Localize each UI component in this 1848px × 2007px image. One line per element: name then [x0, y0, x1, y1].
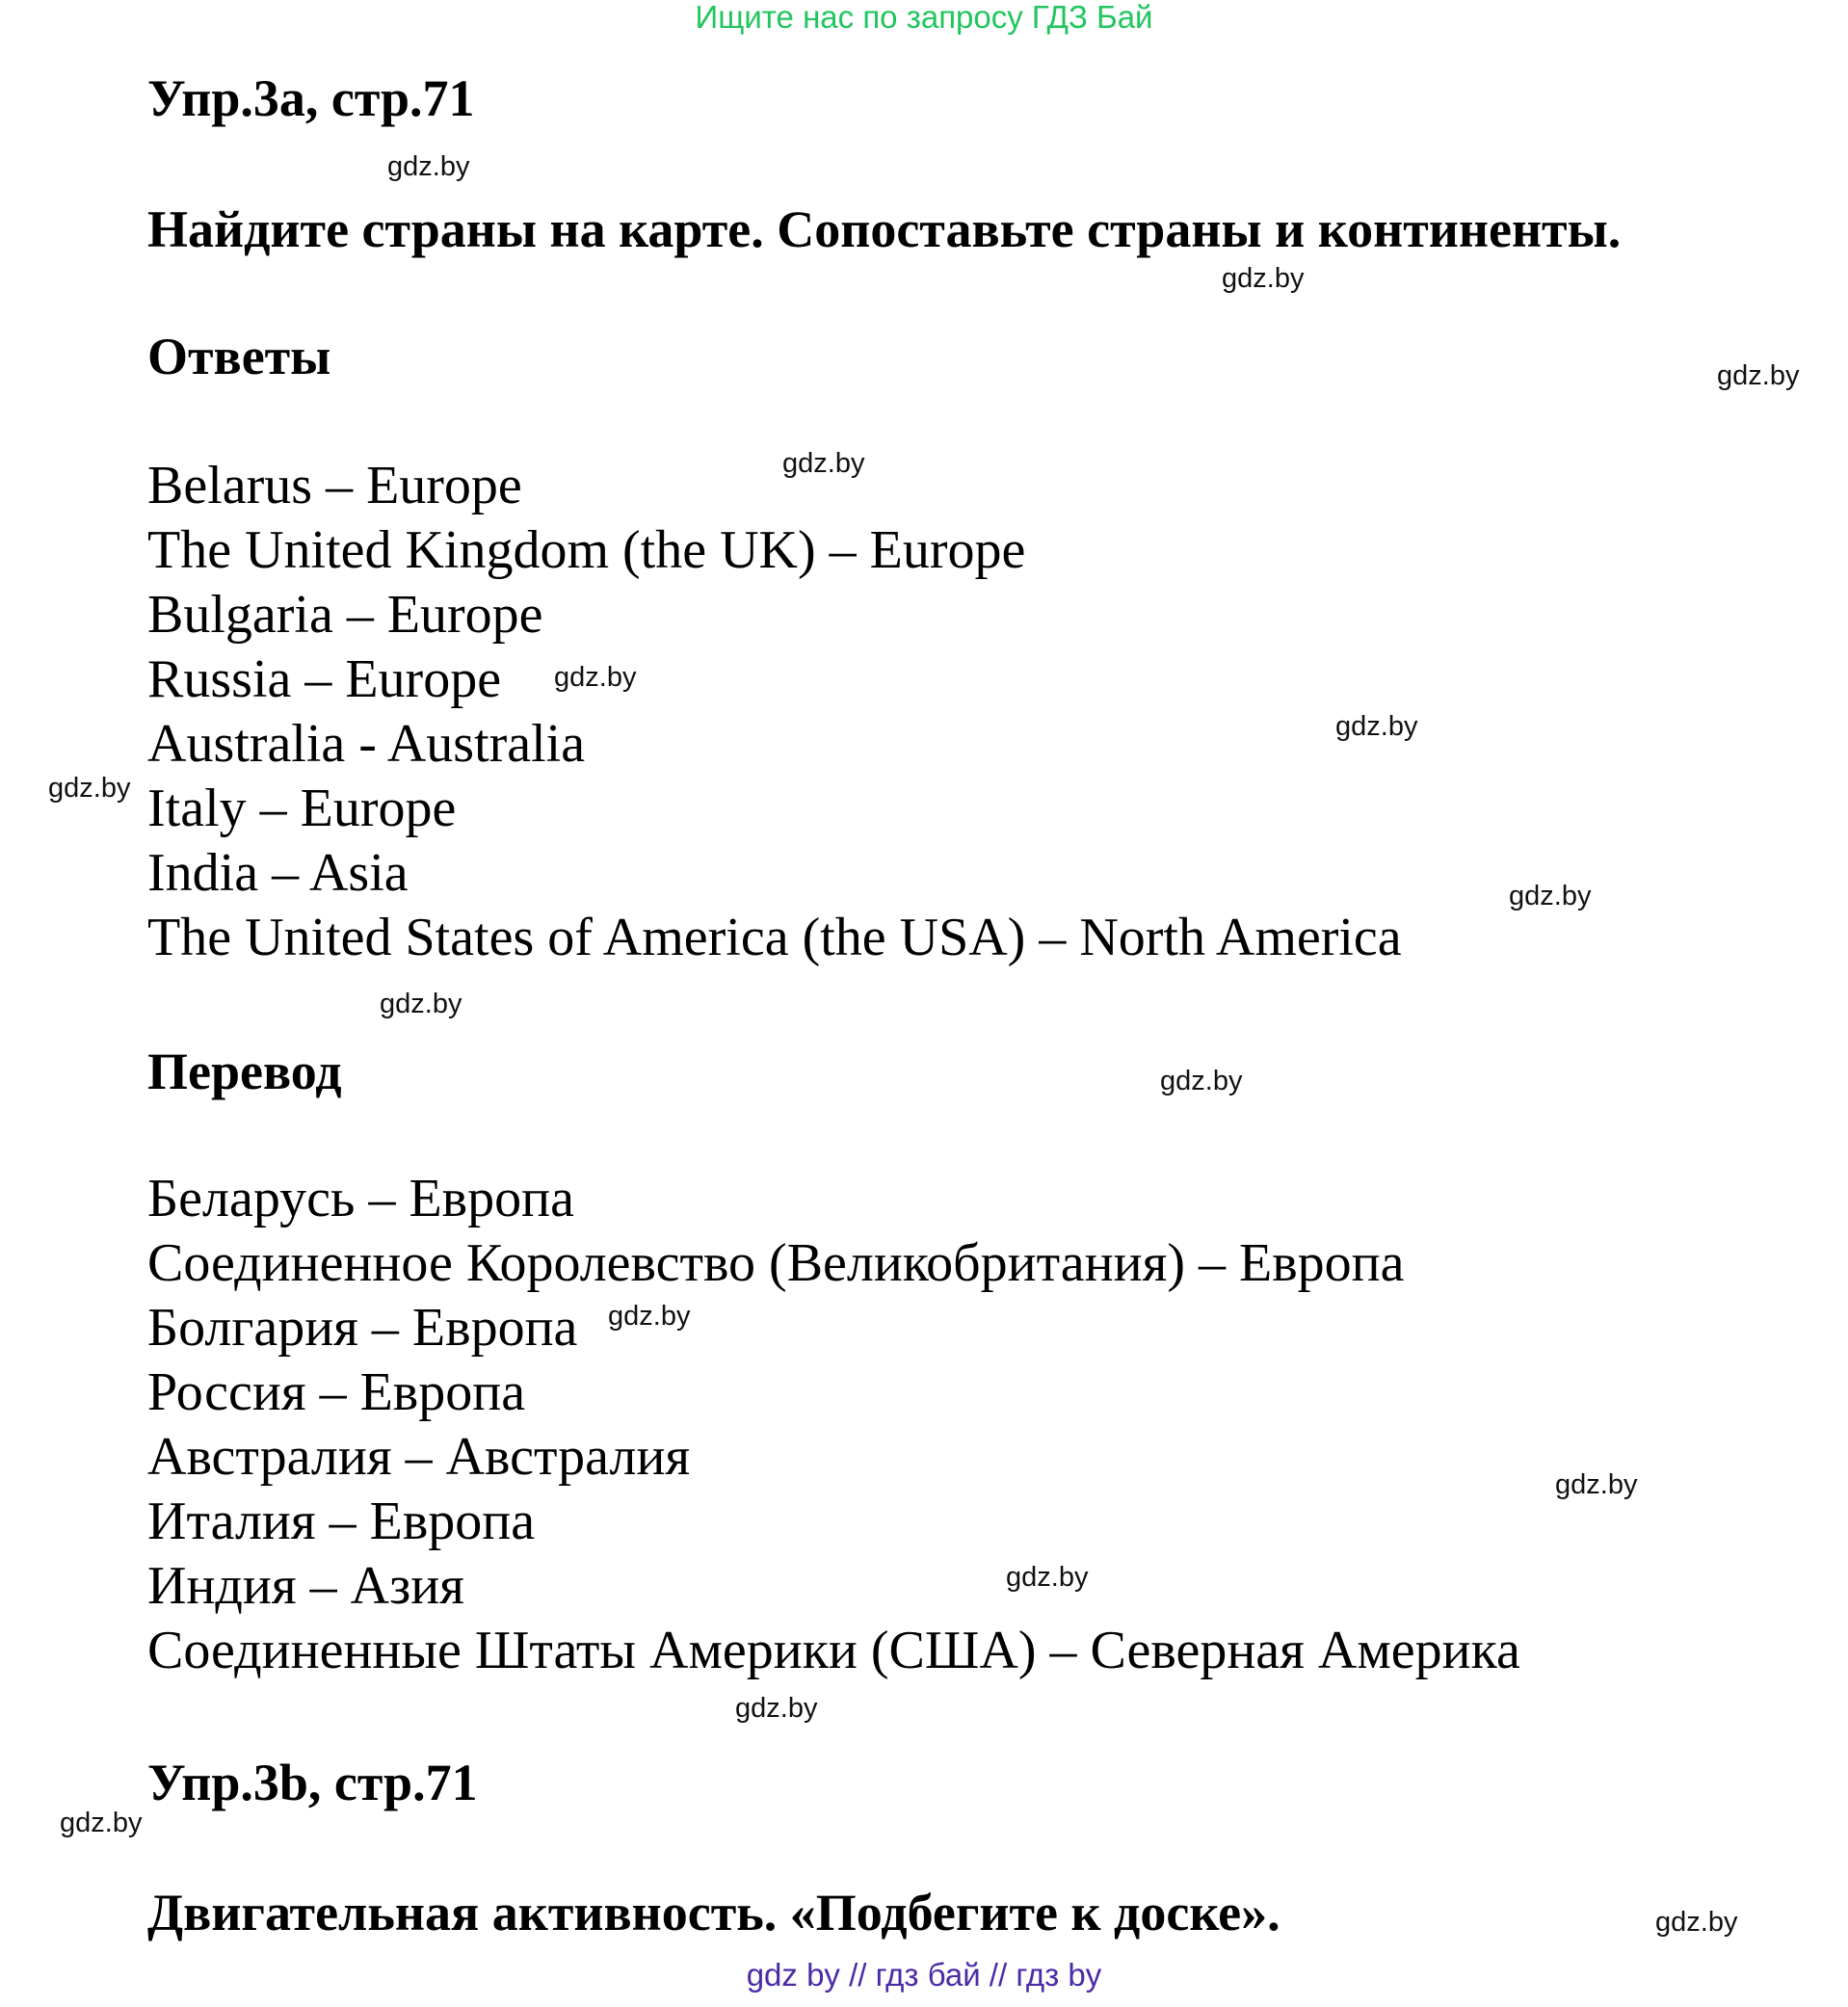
answer-line: Bulgaria – Europe	[147, 585, 543, 645]
translation-line: Италия – Европа	[147, 1492, 536, 1551]
watermark: gdz.by	[1006, 1562, 1089, 1593]
bottom-banner: gdz by // гдз бай // гдз by	[746, 1957, 1102, 1993]
watermark: gdz.by	[608, 1301, 691, 1332]
watermark: gdz.by	[380, 989, 462, 1019]
watermark: gdz.by	[782, 448, 865, 479]
answer-line: Australia - Australia	[147, 714, 586, 774]
watermark: gdz.by	[1160, 1066, 1243, 1096]
watermark: gdz.by	[60, 1808, 143, 1838]
watermark: gdz.by	[1509, 881, 1592, 911]
answers-list	[147, 454, 1402, 970]
translation-line: Индия – Азия	[147, 1556, 464, 1616]
watermark: gdz.by	[48, 773, 131, 804]
watermark: gdz.by	[1335, 711, 1418, 742]
exercise-3a-task: Найдите страны на карте. Сопоставьте страны и континенты.	[147, 200, 1622, 258]
watermark: gdz.by	[1717, 360, 1800, 391]
translation-line: Австралия – Австралия	[147, 1427, 691, 1487]
answer-line: Russia – Europe	[147, 649, 502, 709]
watermark: gdz.by	[1655, 1907, 1738, 1938]
answer-line: Italy – Europe	[147, 779, 457, 838]
top-banner: Ищите нас по запросу ГДЗ Бай	[695, 0, 1153, 35]
exercise-3b-title: Упр.3b, стр.71	[147, 1754, 478, 1811]
translation-line: Соединенное Королевство (Великобритания) – Европа	[147, 1233, 1405, 1293]
translation-line: Беларусь – Европа	[147, 1169, 574, 1228]
translation-heading: Перевод	[147, 1043, 342, 1100]
exercise-3a-title: Упр.3a, стр.71	[147, 69, 475, 127]
translation-line: Россия – Европа	[147, 1362, 526, 1422]
answer-line: The United Kingdom (the UK) – Europe	[147, 520, 1026, 580]
translation-line: Соединенные Штаты Америки (США) – Северная Америка	[147, 1621, 1520, 1680]
exercise-3b-task: Двигательная активность. «Подбегите к доске».	[147, 1884, 1280, 1941]
watermark: gdz.by	[1555, 1469, 1638, 1500]
watermark: gdz.by	[1222, 263, 1305, 294]
answers-heading: Ответы	[147, 328, 331, 385]
watermark: gdz.by	[387, 151, 470, 182]
watermark: gdz.by	[554, 662, 637, 693]
answer-line: The United States of America (the USA) – North America	[147, 908, 1402, 967]
translation-list	[147, 1167, 1520, 1683]
translation-line: Болгария – Европа	[147, 1298, 578, 1358]
answer-line: Belarus – Europe	[147, 456, 522, 515]
answer-line: India – Asia	[147, 843, 409, 903]
watermark: gdz.by	[735, 1693, 818, 1724]
